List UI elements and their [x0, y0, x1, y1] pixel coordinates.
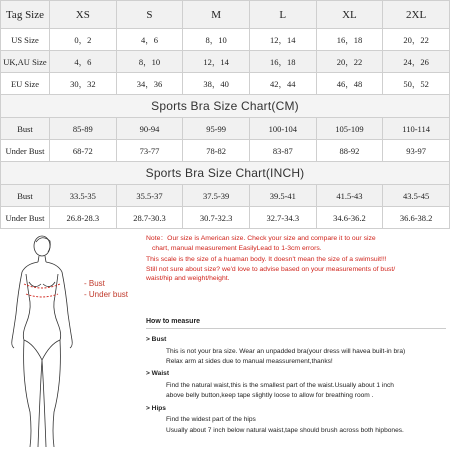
table-cell: 38，40	[183, 73, 250, 95]
size-table-header	[1, 1, 450, 29]
row-label: Bust	[1, 185, 50, 207]
waist-heading: > Waist	[146, 370, 170, 377]
table-row	[1, 29, 450, 51]
table-cell: 50，52	[383, 73, 450, 95]
table-cell: 90-94	[116, 118, 183, 140]
table-cell: 36.6-38.2	[383, 207, 450, 229]
table-cell: 8，10	[116, 51, 183, 73]
row-label: Under Bust	[1, 207, 50, 229]
table-cell: 105-109	[316, 118, 383, 140]
table-cell: 100-104	[249, 118, 316, 140]
table-cell: 4，6	[116, 29, 183, 51]
table-row	[1, 73, 450, 95]
table-cell: 39.5-41	[249, 185, 316, 207]
hips-heading: > Hips	[146, 405, 166, 412]
row-label: Bust	[1, 118, 50, 140]
measurement-guide	[0, 232, 450, 450]
table-cell: 85-89	[50, 118, 117, 140]
row-label: UK,AU Size	[1, 51, 50, 73]
underbust-label: - Under bust	[84, 290, 129, 299]
inch-chart-title-row	[1, 162, 450, 185]
table-row	[1, 185, 450, 207]
hips-text: Find the widest part of the hips	[166, 416, 256, 423]
row-label: US Size	[1, 29, 50, 51]
row-label: Under Bust	[1, 140, 50, 162]
table-cell: 30，32	[50, 73, 117, 95]
how-to-title: How to measure	[146, 318, 201, 325]
table-cell: 8，10	[183, 29, 250, 51]
table-cell: 95-99	[183, 118, 250, 140]
body-outline-icon	[0, 232, 140, 450]
bust-text: Relax arm at sides due to manual meassurement,thanks!	[166, 358, 333, 365]
note-line: waist/hip and weight/height.	[146, 275, 230, 282]
header-cell: S	[116, 1, 183, 29]
table-cell: 34，36	[116, 73, 183, 95]
hips-text: Usually about 7 inch below natural waist,tape should brush across both hipbones.	[166, 427, 404, 434]
how-to-measure	[146, 318, 446, 335]
cm-chart-title-row	[1, 95, 450, 118]
table-cell: 68-72	[50, 140, 117, 162]
header-cell: M	[183, 1, 250, 29]
table-cell: 35.5-37	[116, 185, 183, 207]
bust-label: - Bust	[84, 279, 105, 288]
table-cell: 41.5-43	[316, 185, 383, 207]
table-cell: 12，14	[249, 29, 316, 51]
table-row	[1, 140, 450, 162]
header-cell: Tag Size	[1, 1, 50, 29]
note-line: Note：Our size is American size. Check your size and compare it to our size	[146, 235, 376, 242]
table-cell: 20，22	[383, 29, 450, 51]
table-cell: 4，6	[50, 51, 117, 73]
waist-text: above belly button,keep tape slightly loose to allow for breathing room .	[166, 392, 374, 399]
table-cell: 33.5-35	[50, 185, 117, 207]
header-cell: XS	[50, 1, 117, 29]
table-cell: 34.6-36.2	[316, 207, 383, 229]
note-line: chart, manual measurement EasilyLead to 1-3cm errors.	[152, 244, 322, 252]
table-cell: 28.7-30.3	[116, 207, 183, 229]
inch-chart-title: Sports Bra Size Chart(INCH)	[1, 162, 450, 185]
table-cell: 32.7-34.3	[249, 207, 316, 229]
table-cell: 43.5-45	[383, 185, 450, 207]
note-line: This scale is the size of a huaman body. It doesn't mean the size of a swimsuit!!!	[146, 256, 387, 263]
table-row	[1, 118, 450, 140]
table-cell: 83-87	[249, 140, 316, 162]
header-cell: L	[249, 1, 316, 29]
divider	[146, 328, 446, 329]
table-cell: 24，26	[383, 51, 450, 73]
table-cell: 42，44	[249, 73, 316, 95]
table-cell: 78-82	[183, 140, 250, 162]
table-cell: 16，18	[249, 51, 316, 73]
bust-heading: > Bust	[146, 336, 167, 343]
table-cell: 20，22	[316, 51, 383, 73]
waist-text: Find the natural waist,this is the smallest part of the waist.Usually about 1 inch	[166, 382, 394, 389]
table-row	[1, 51, 450, 73]
header-cell: 2XL	[383, 1, 450, 29]
cm-chart-title: Sports Bra Size Chart(CM)	[1, 95, 450, 118]
table-cell: 12，14	[183, 51, 250, 73]
table-cell: 110-114	[383, 118, 450, 140]
table-cell: 46，48	[316, 73, 383, 95]
table-cell: 16，18	[316, 29, 383, 51]
table-cell: 93-97	[383, 140, 450, 162]
table-row	[1, 207, 450, 229]
body-figure	[0, 232, 140, 450]
size-notes	[146, 234, 446, 284]
table-cell: 37.5-39	[183, 185, 250, 207]
header-cell: XL	[316, 1, 383, 29]
table-cell: 0，2	[50, 29, 117, 51]
table-cell: 88-92	[316, 140, 383, 162]
row-label: EU Size	[1, 73, 50, 95]
table-cell: 26.8-28.3	[50, 207, 117, 229]
note-line: Still not sure about size? we'd love to advise based on your measurements of bust/	[146, 265, 396, 273]
table-cell: 30.7-32.3	[183, 207, 250, 229]
table-cell: 73-77	[116, 140, 183, 162]
bust-text: This is not your bra size. Wear an unpadded bra(your dress will havea built-in bra)	[166, 348, 406, 355]
